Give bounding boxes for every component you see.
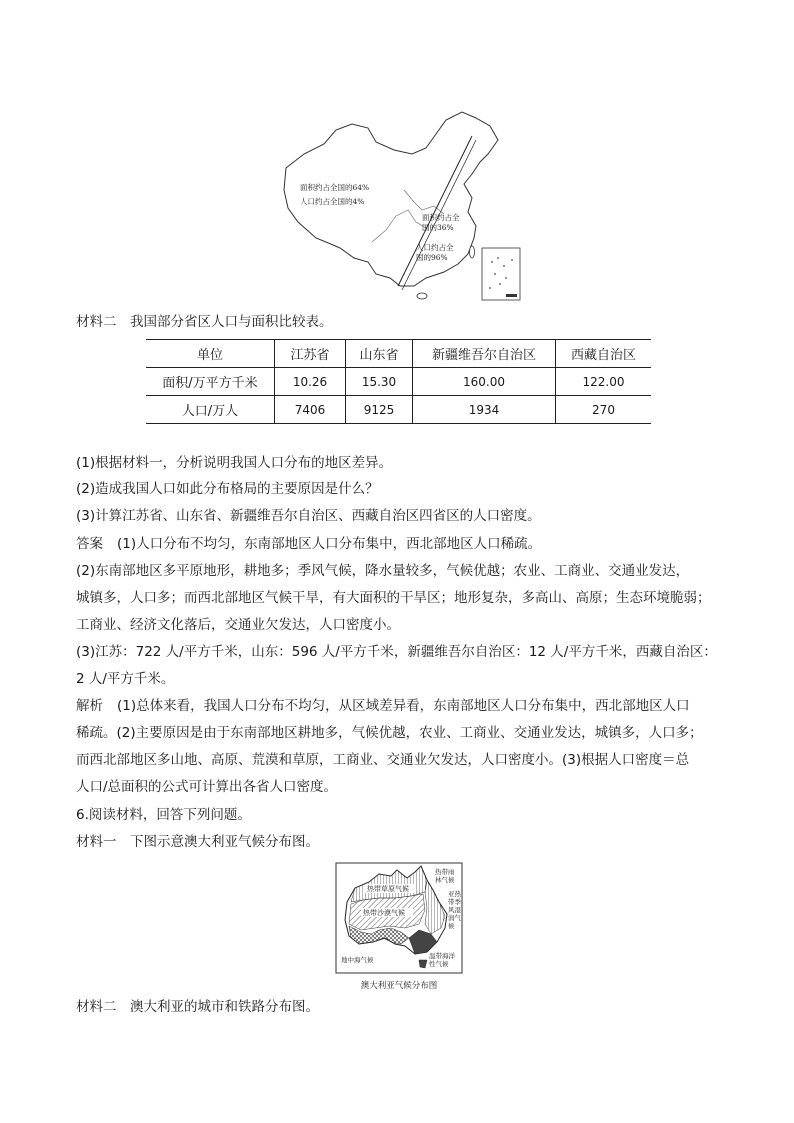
hainan-island [417, 293, 427, 299]
question-2: (2)造成我国人口如此分布格局的主要原因是什么？ [76, 481, 379, 497]
map-label-east-area: 国的36% [422, 223, 454, 232]
china-population-map [276, 110, 528, 302]
label-desert: 热带沙漠气候 [363, 909, 405, 917]
answer-line [76, 531, 541, 557]
label-rainforest: 热带雨 [435, 868, 455, 876]
question-1: (1)根据材料一，分析说明我国人口分布的地区差异。 [76, 455, 393, 471]
table-row [146, 368, 651, 396]
population-area-table [146, 339, 651, 424]
material2-heading: 材料二 我国部分省区人口与面积比较表。 [76, 314, 333, 330]
answer-line: 2 人/平方千米。 [76, 671, 175, 687]
label-mediterranean: 地中海气候 [341, 956, 374, 964]
table-row [146, 396, 651, 424]
table-header-cell: 单位 [146, 340, 275, 368]
table-header-cell: 山东省 [346, 340, 413, 368]
australia-map-caption: 澳大利亚气候分布图 [360, 981, 438, 991]
answer-line: (3)江苏：722 人/平方千米，山东：596 人/平方千米，新疆维吾尔自治区：12 人/平方千米，西藏自治区： [76, 644, 717, 660]
answer-line: 城镇多，人口多；而西北部地区气候干旱，有大面积的干旱区；地形复杂，多高山、高原；生态环境脆弱； [76, 590, 711, 606]
label-subtropical: 候 [448, 922, 455, 930]
table-cell: 面积/万平方千米 [146, 368, 275, 396]
label-subtropical: 亚热 [448, 890, 461, 898]
label-tropical-grassland: 热带草原气候 [367, 885, 409, 893]
table-cell: 1934 [413, 396, 556, 424]
analysis-line: 稀疏。(2)主要原因是由于东南部地区耕地多，气候优越，农业、工商业、交通业发达，城镇多，人口多； [76, 725, 703, 741]
map-label-east-pop: 国的96% [416, 253, 448, 262]
answer-text: (1)人口分布不均匀，东南部地区人口分布集中，西北部地区人口稀疏。 [117, 536, 542, 552]
map-label-east-area: 面积约占全 [422, 213, 460, 222]
question-6-material2: 材料二 澳大利亚的城市和铁路分布图。 [76, 999, 319, 1015]
label-subtropical: 带季 [448, 898, 461, 906]
table-cell: 270 [556, 396, 652, 424]
table-cell: 10.26 [275, 368, 346, 396]
label-temperate-marine: 性气候 [429, 960, 449, 968]
question-6-material1: 材料一 下图示意澳大利亚气候分布图。 [76, 834, 319, 850]
analysis-line [76, 693, 690, 719]
table-header-row [146, 340, 651, 368]
australia-climate-map [335, 862, 463, 974]
table-header-cell: 江苏省 [275, 340, 346, 368]
analysis-label: 解析 [76, 698, 103, 714]
table-cell: 122.00 [556, 368, 652, 396]
table-header-cell: 新疆维吾尔自治区 [413, 340, 556, 368]
label-temperate-marine: 温带海洋 [429, 952, 455, 960]
label-subtropical: 风湿 [448, 906, 461, 914]
label-subtropical: 润气 [448, 914, 461, 922]
map-label-west-area: 面积约占全国的64% [300, 183, 370, 192]
question-3: (3)计算江苏省、山东省、新疆维吾尔自治区、西藏自治区四省区的人口密度。 [76, 508, 541, 524]
map-label-east-pop: 人口约占全 [416, 243, 454, 252]
taiwan-island [470, 246, 475, 258]
analysis-line: 人口/总面积的公式可计算出各省人口密度。 [76, 779, 338, 795]
analysis-line: 而西北部地区多山地、高原、荒漠和草原，工商业、交通业欠发达，人口密度小。(3)根据人口密度＝总 [76, 752, 690, 768]
table-cell: 人口/万人 [146, 396, 275, 424]
south-china-sea-inset [482, 248, 520, 300]
inset-scale-bar [506, 294, 517, 297]
analysis-text: (1)总体来看，我国人口分布不均匀，从区域差异看，东南部地区人口分布集中，西北部地区人口 [117, 698, 690, 714]
australia-climate-figure [335, 862, 463, 991]
table-header-cell: 西藏自治区 [556, 340, 652, 368]
label-rainforest: 林气候 [435, 876, 455, 884]
table-cell: 9125 [346, 396, 413, 424]
answer-line: 工商业、经济文化落后，交通业欠发达，人口密度小。 [76, 617, 400, 633]
answer-line: (2)东南部地区多平原地形，耕地多；季风气候，降水量较多，气候优越；农业、工商业、交通业发达， [76, 563, 690, 579]
table-cell: 7406 [275, 396, 346, 424]
answer-label: 答案 [76, 536, 103, 552]
map-label-west-pop: 人口约占全国的4% [300, 197, 365, 206]
table-cell: 160.00 [413, 368, 556, 396]
table-cell: 15.30 [346, 368, 413, 396]
question-6-title: 6.阅读材料，回答下列问题。 [76, 807, 251, 823]
